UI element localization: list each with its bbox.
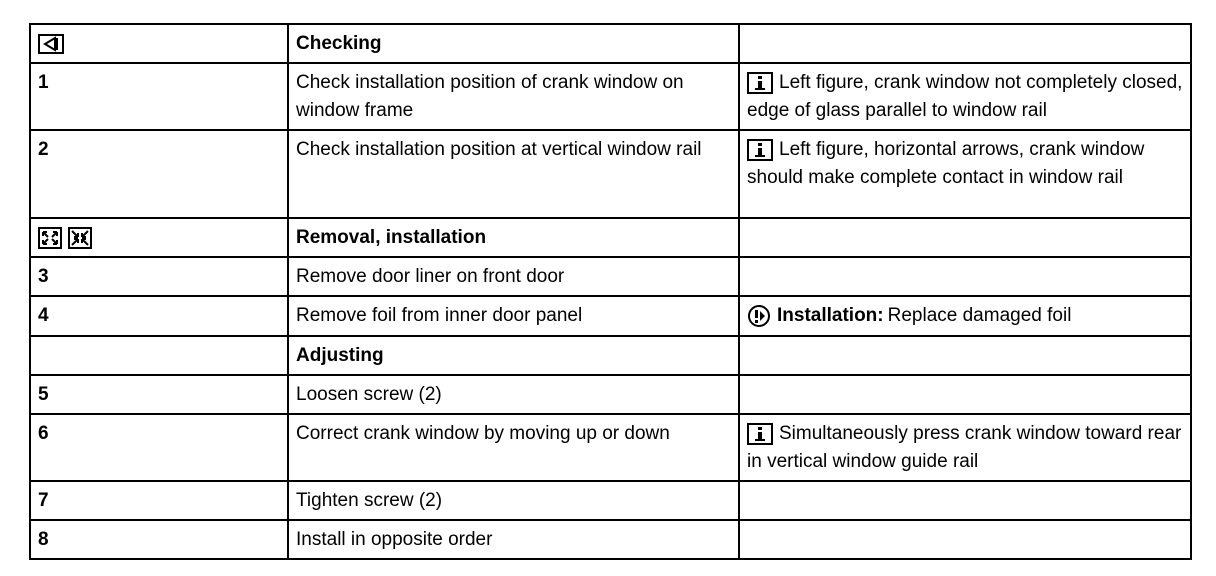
step-action: Correct crank window by moving up or down bbox=[288, 414, 739, 481]
step-number: 2 bbox=[30, 130, 288, 218]
remove-arrows-icon bbox=[38, 227, 62, 249]
table-row bbox=[30, 257, 1191, 296]
table-row bbox=[30, 336, 1191, 375]
table-row bbox=[30, 481, 1191, 520]
table-row bbox=[30, 520, 1191, 559]
step-action: Install in opposite order bbox=[288, 520, 739, 559]
table-row bbox=[30, 375, 1191, 414]
step-cell bbox=[30, 24, 288, 63]
step-number: 7 bbox=[30, 481, 288, 520]
step-note: Simultaneously press crank window toward rear in vertical window guide rail bbox=[747, 423, 1182, 472]
note-cell bbox=[739, 336, 1191, 375]
note-cell bbox=[739, 414, 1191, 481]
step-cell bbox=[30, 336, 288, 375]
info-box-icon bbox=[747, 139, 773, 161]
step-number: 4 bbox=[30, 296, 288, 336]
step-action: Loosen screw (2) bbox=[288, 375, 739, 414]
info-box-icon bbox=[747, 72, 773, 94]
table-row bbox=[30, 414, 1191, 481]
note-cell bbox=[739, 257, 1191, 296]
table-row bbox=[30, 296, 1191, 336]
note-cell bbox=[739, 520, 1191, 559]
table-row bbox=[30, 24, 1191, 63]
info-box-icon bbox=[747, 423, 773, 445]
note-cell bbox=[739, 218, 1191, 257]
note-cell bbox=[739, 375, 1191, 414]
step-action: Remove door liner on front door bbox=[288, 257, 739, 296]
step-note: Replace damaged foil bbox=[887, 305, 1072, 326]
step-cell bbox=[30, 218, 288, 257]
note-label: Installation: bbox=[777, 305, 884, 326]
note-cell bbox=[739, 296, 1191, 336]
step-action: Tighten screw (2) bbox=[288, 481, 739, 520]
note-cell bbox=[739, 130, 1191, 218]
table-row bbox=[30, 63, 1191, 130]
step-number: 8 bbox=[30, 520, 288, 559]
section-heading-checking: Checking bbox=[288, 24, 739, 63]
note-cell bbox=[739, 63, 1191, 130]
caution-circle-icon bbox=[747, 304, 771, 328]
note-cell bbox=[739, 481, 1191, 520]
table-row bbox=[30, 130, 1191, 218]
back-arrow-box-icon bbox=[38, 34, 64, 54]
section-heading-adjusting: Adjusting bbox=[288, 336, 739, 375]
step-number: 3 bbox=[30, 257, 288, 296]
step-number: 6 bbox=[30, 414, 288, 481]
step-action: Check installation position at vertical window rail bbox=[288, 130, 739, 218]
step-number: 5 bbox=[30, 375, 288, 414]
install-arrows-icon bbox=[68, 227, 92, 249]
section-heading-removal-installation: Removal, installation bbox=[288, 218, 739, 257]
step-action: Remove foil from inner door panel bbox=[288, 296, 739, 336]
step-note: Left figure, horizontal arrows, crank window should make complete contact in window rail bbox=[747, 139, 1145, 188]
step-note: Left figure, crank window not completely closed, edge of glass parallel to window rail bbox=[747, 72, 1183, 121]
procedure-table bbox=[29, 23, 1192, 560]
note-cell bbox=[739, 24, 1191, 63]
step-number: 1 bbox=[30, 63, 288, 130]
step-action: Check installation position of crank window on window frame bbox=[288, 63, 739, 130]
table-row bbox=[30, 218, 1191, 257]
